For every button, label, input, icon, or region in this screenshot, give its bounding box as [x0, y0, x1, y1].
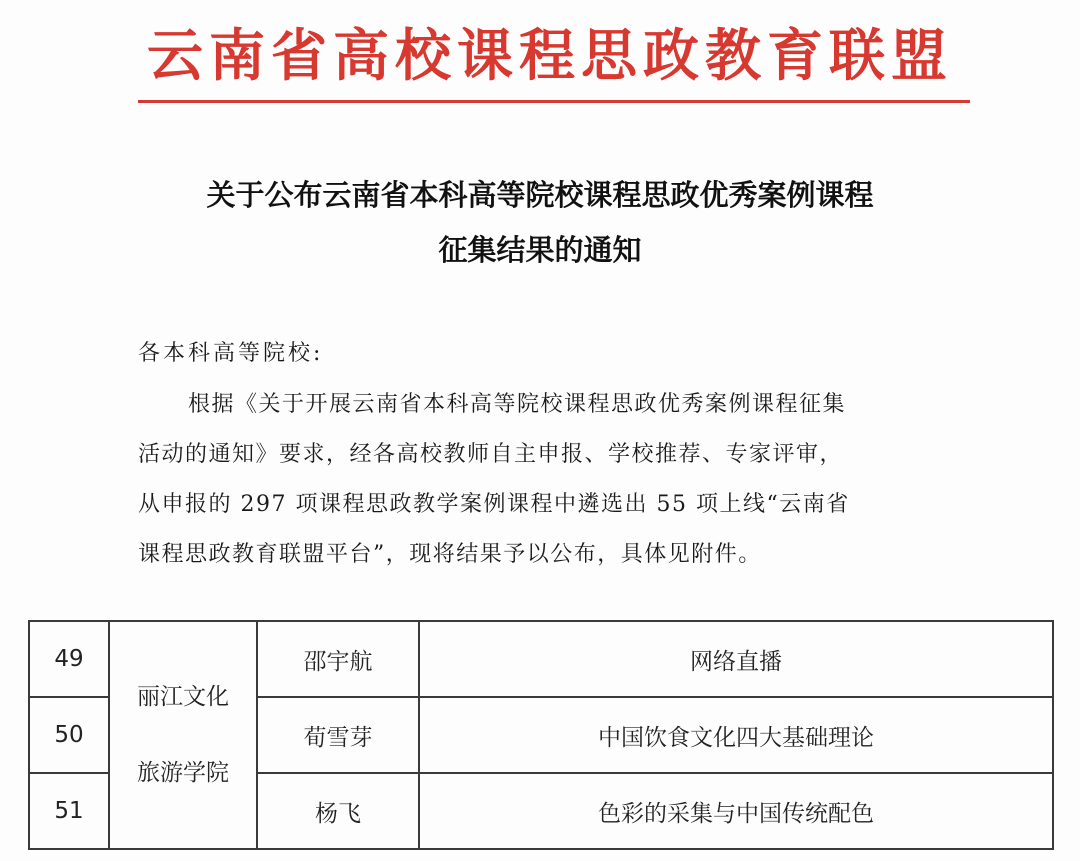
notice-body-paragraph — [138, 380, 968, 580]
school-name-cell — [109, 621, 257, 849]
table-row — [29, 621, 1053, 697]
notice-title — [60, 168, 1020, 278]
results-table — [28, 620, 1054, 850]
row-number: 50 — [29, 697, 109, 773]
notice-title-line-1: 关于公布云南省本科高等院校课程思政优秀案例课程 — [206, 178, 874, 212]
teacher-name: 杨飞 — [257, 773, 419, 849]
row-number: 51 — [29, 773, 109, 849]
teacher-name: 邵宇航 — [257, 621, 419, 697]
course-name: 色彩的采集与中国传统配色 — [419, 773, 1053, 849]
letterhead-org-name: 云南省高校课程思政教育联盟 — [147, 23, 953, 89]
body-line-3: 从申报的 297 项课程思政教学案例课程中遴选出 55 项上线“云南省 — [138, 492, 850, 517]
course-name: 中国饮食文化四大基础理论 — [419, 697, 1053, 773]
teacher-name: 荀雪芽 — [257, 697, 419, 773]
results-table-fragment — [28, 620, 1054, 850]
notice-title-line-2: 征集结果的通知 — [438, 233, 642, 267]
school-name-line-2: 旅游学院 — [137, 760, 229, 786]
row-number: 49 — [29, 621, 109, 697]
body-line-4: 课程思政教育联盟平台”，现将结果予以公布，具体见附件。 — [138, 542, 762, 567]
school-name-line-1: 丽江文化 — [137, 684, 229, 710]
course-name: 网络直播 — [419, 621, 1053, 697]
addressee: 各本科高等院校: — [138, 341, 324, 366]
body-line-2: 活动的通知》要求，经各高校教师自主申报、学校推荐、专家评审， — [138, 442, 844, 467]
body-line-1: 根据《关于开展云南省本科高等院校课程思政优秀案例课程征集 — [188, 392, 847, 417]
letterhead-red-rule — [138, 100, 970, 103]
